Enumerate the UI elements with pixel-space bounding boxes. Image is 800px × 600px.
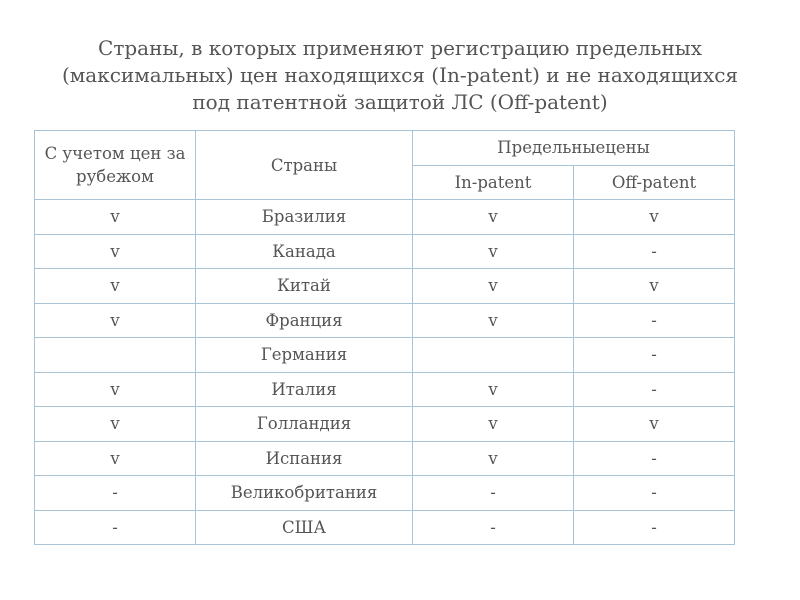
title-line-1: Страны, в которых применяют регистрацию предельных: [98, 36, 702, 60]
header-max-prices: Предельныецены: [413, 131, 735, 166]
cell-in-patent: v: [413, 407, 574, 442]
cell-foreign-prices: [35, 338, 196, 373]
cell-country: Китай: [196, 269, 413, 304]
cell-country: Великобритания: [196, 476, 413, 511]
title-line-2: (максимальных) цен находящихся (In-patent) и не находящихся: [61, 63, 739, 87]
cell-off-patent: -: [574, 303, 735, 338]
table-row: [35, 269, 735, 304]
cell-country: Германия: [196, 338, 413, 373]
header-row: [35, 131, 735, 166]
cell-off-patent: -: [574, 234, 735, 269]
cell-country: США: [196, 510, 413, 545]
cell-in-patent: v: [413, 372, 574, 407]
table-body: [35, 200, 735, 545]
cell-in-patent: v: [413, 269, 574, 304]
header-foreign-prices: С учетом цен за рубежом: [35, 131, 196, 200]
table-row: [35, 234, 735, 269]
header-off-patent: Off-patent: [574, 165, 735, 200]
price-registration-table: [34, 130, 735, 545]
table-row: [35, 441, 735, 476]
cell-off-patent: -: [574, 338, 735, 373]
cell-in-patent: v: [413, 234, 574, 269]
cell-in-patent: -: [413, 476, 574, 511]
cell-foreign-prices: v: [35, 372, 196, 407]
cell-foreign-prices: v: [35, 407, 196, 442]
table-row: [35, 372, 735, 407]
header-in-patent: In-patent: [413, 165, 574, 200]
cell-country: Франция: [196, 303, 413, 338]
cell-off-patent: -: [574, 441, 735, 476]
cell-country: Канада: [196, 234, 413, 269]
table-row: [35, 338, 735, 373]
cell-foreign-prices: -: [35, 510, 196, 545]
cell-off-patent: v: [574, 200, 735, 235]
cell-country: Голландия: [196, 407, 413, 442]
cell-off-patent: -: [574, 510, 735, 545]
cell-foreign-prices: -: [35, 476, 196, 511]
cell-country: Бразилия: [196, 200, 413, 235]
cell-foreign-prices: v: [35, 234, 196, 269]
cell-in-patent: v: [413, 441, 574, 476]
cell-in-patent: [413, 338, 574, 373]
table-row: [35, 303, 735, 338]
cell-foreign-prices: v: [35, 200, 196, 235]
cell-in-patent: v: [413, 200, 574, 235]
title-line-3: под патентной защитой ЛС (Off-patent): [192, 90, 608, 114]
cell-foreign-prices: v: [35, 269, 196, 304]
cell-country: Италия: [196, 372, 413, 407]
cell-off-patent: -: [574, 372, 735, 407]
cell-in-patent: v: [413, 303, 574, 338]
cell-country: Испания: [196, 441, 413, 476]
table-row: [35, 200, 735, 235]
header-countries: Страны: [196, 131, 413, 200]
table-row: [35, 407, 735, 442]
page-title: [40, 35, 760, 116]
table-row: [35, 510, 735, 545]
cell-off-patent: v: [574, 269, 735, 304]
table-row: [35, 476, 735, 511]
cell-off-patent: -: [574, 476, 735, 511]
cell-foreign-prices: v: [35, 303, 196, 338]
cell-foreign-prices: v: [35, 441, 196, 476]
cell-in-patent: -: [413, 510, 574, 545]
cell-off-patent: v: [574, 407, 735, 442]
